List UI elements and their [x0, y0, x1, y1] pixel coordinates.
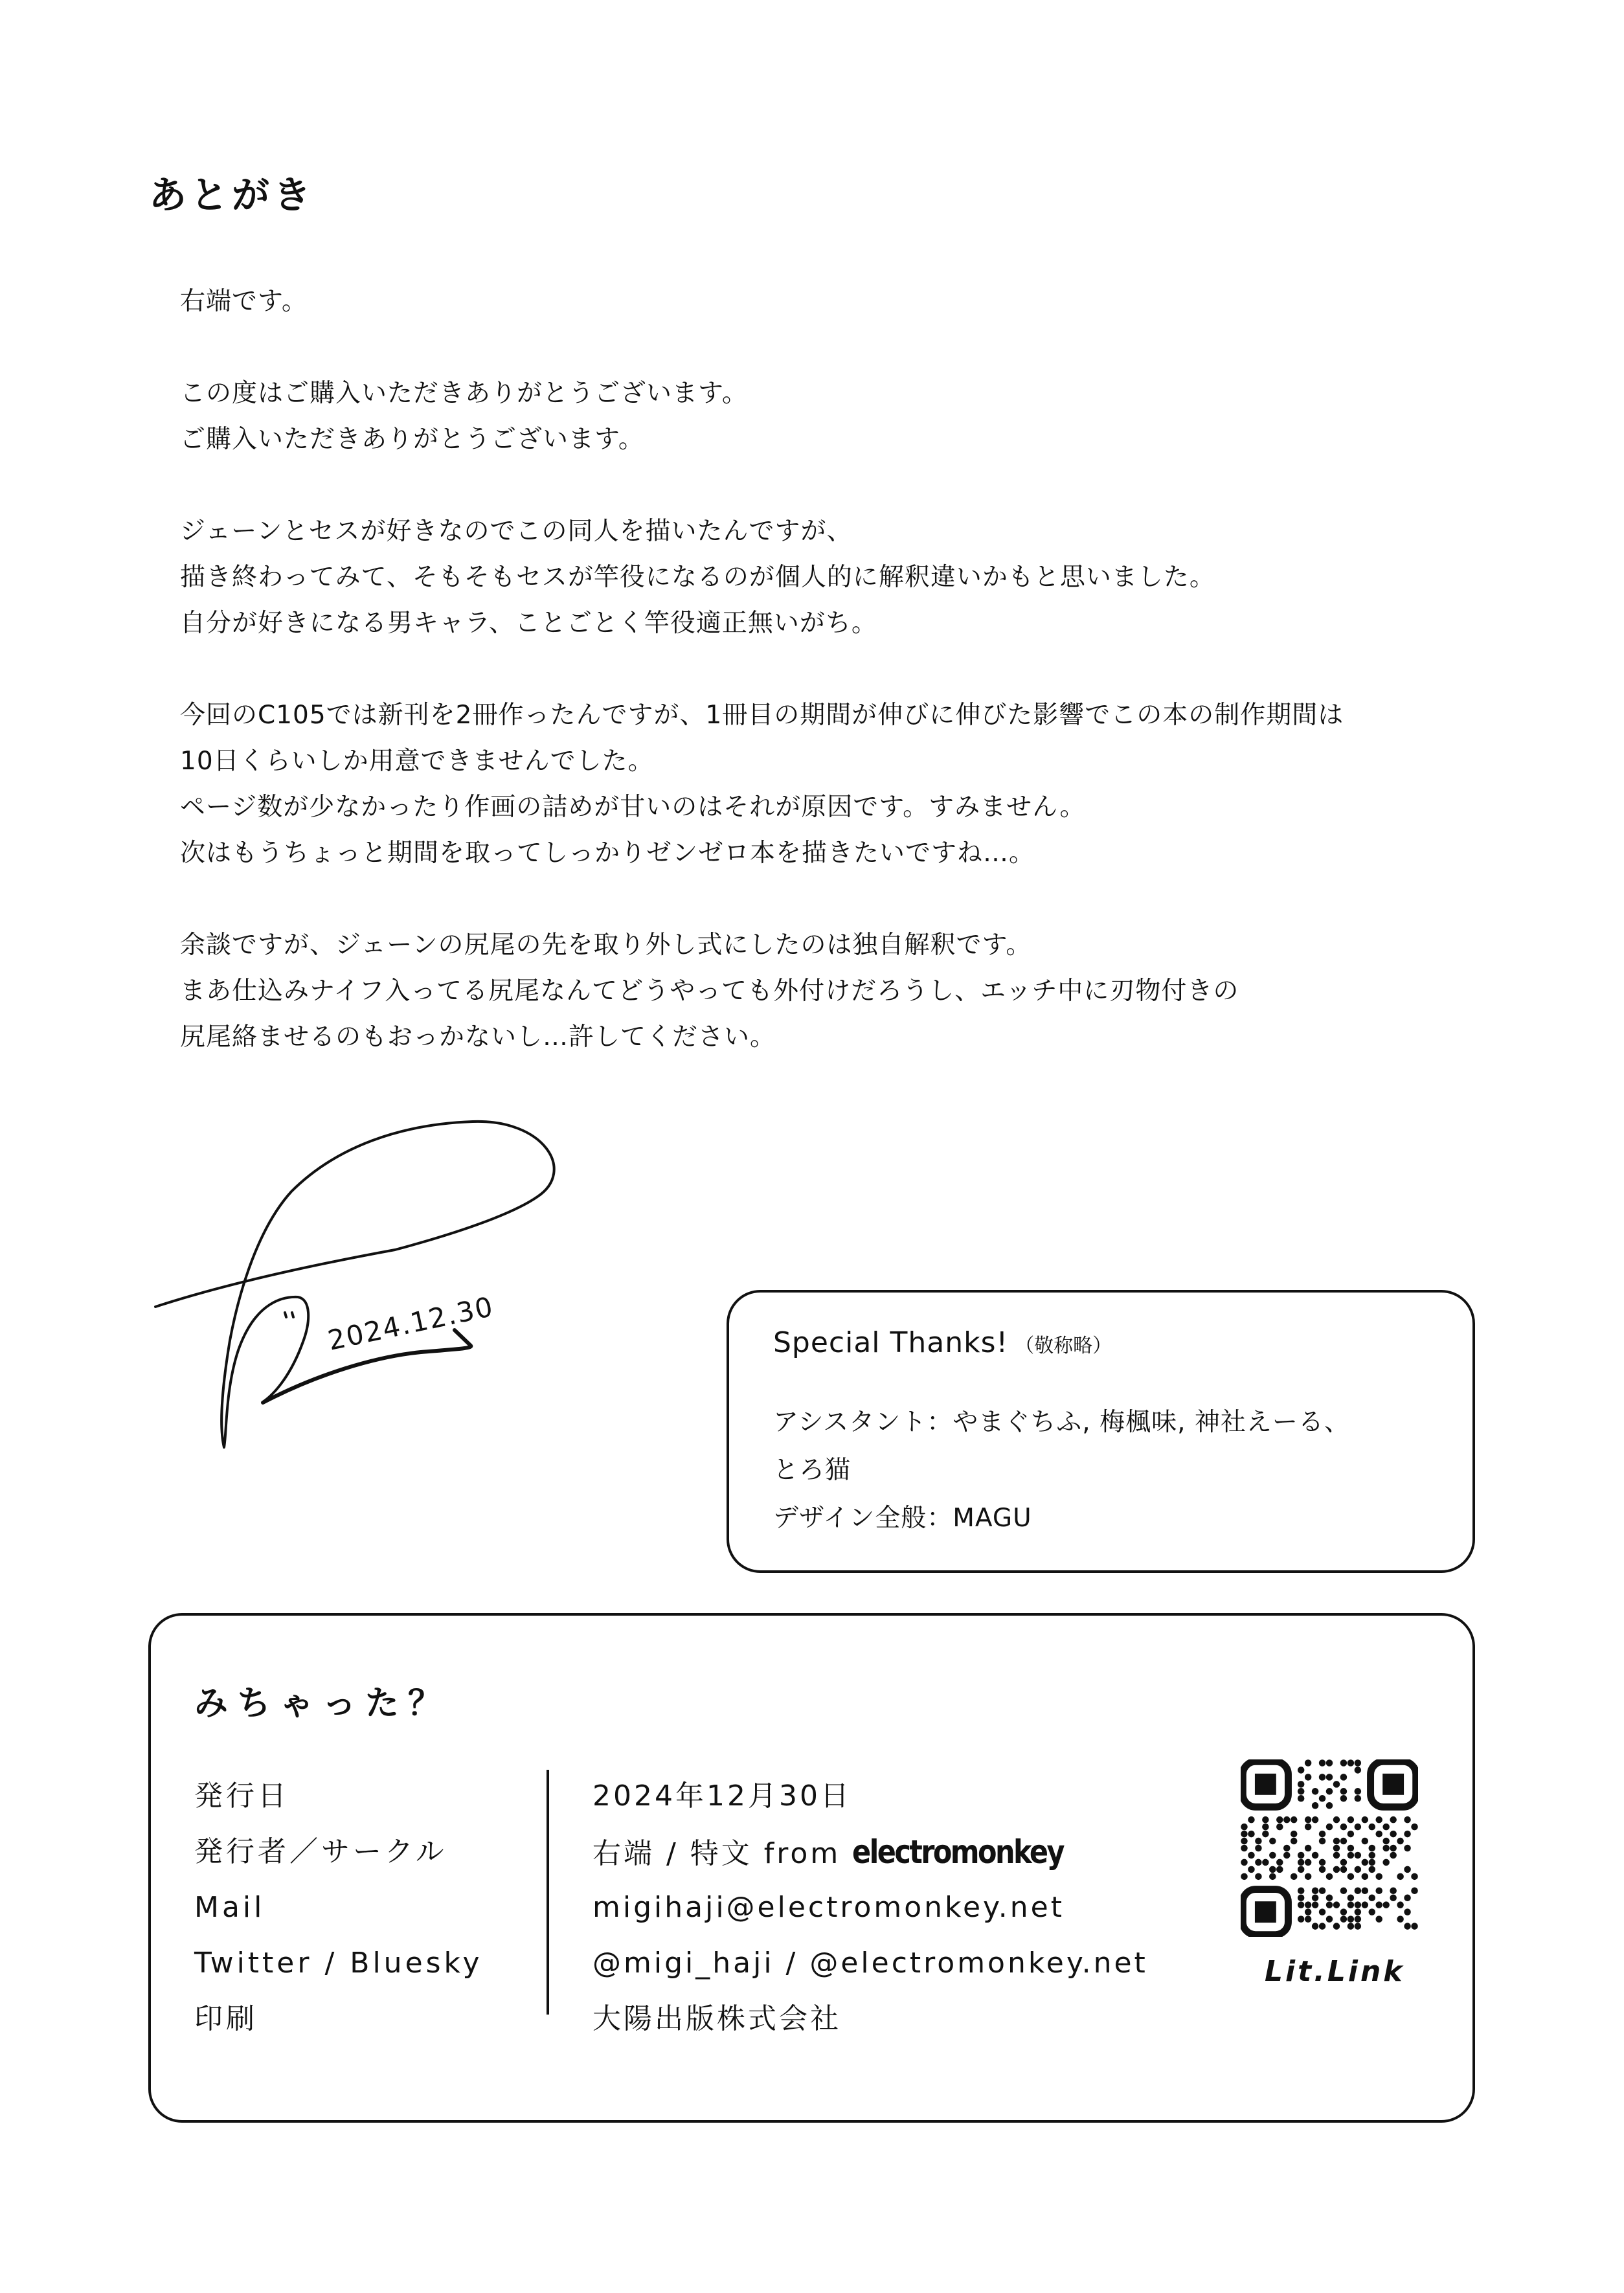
afterword-line: この度はご購入いただきありがとうございます。 — [180, 379, 748, 408]
afterword-blank-line — [180, 462, 1475, 508]
colophon-labels — [194, 1768, 483, 2047]
afterword-line: 余談ですが、ジェーンの尻尾の先を取り外し式にしたのは独自解釈です。 — [180, 931, 1032, 960]
special-thanks-box — [727, 1290, 1475, 1573]
electromonkey-logo: electromonkey — [852, 1833, 1064, 1871]
special-thanks-list — [773, 1399, 1350, 1542]
thanks-assistants: アシスタント：やまぐちふ, 梅楓味, 神社えーる、 — [773, 1408, 1350, 1437]
value-publisher-circle — [592, 1824, 1148, 1880]
afterword-line: 尻尾絡ませるのもおっかないし…許してください。 — [180, 1022, 776, 1052]
label-mail: Mail — [194, 1891, 265, 1924]
colophon-values — [592, 1768, 1148, 2047]
value-mail[interactable]: migihaji@electromonkey.net — [592, 1891, 1065, 1924]
label-social: Twitter / Bluesky — [194, 1947, 483, 1980]
afterword-line: ご購入いただきありがとうございます。 — [180, 425, 644, 454]
afterword-body — [180, 278, 1475, 1060]
label-publish-date: 発行日 — [194, 1779, 289, 1813]
afterword-line: 描き終わってみて、そもそもセスが竿役になるのが個人的に解釈違いかもと思いました。 — [180, 563, 1215, 592]
qr-code-icon[interactable] — [1241, 1759, 1418, 1937]
afterword-line: 次はもうちょっと期間を取ってしっかりゼンゼロ本を描きたいですね…。 — [180, 839, 1035, 868]
publisher-text: 右端 / 特文 from — [592, 1837, 853, 1870]
afterword-blank-line — [180, 646, 1475, 692]
afterword-blank-line — [180, 876, 1475, 922]
special-thanks-heading — [773, 1326, 1112, 1359]
honorifics-omitted-note: （敬称略） — [1015, 1335, 1112, 1357]
afterword-line: 右端です。 — [180, 287, 308, 316]
colophon-divider — [547, 1770, 549, 2015]
page-title: あとがき — [149, 173, 315, 217]
signature-eye-right — [292, 1313, 293, 1317]
thanks-assistants-cont: とろ猫 — [773, 1456, 851, 1485]
label-publisher-circle: 発行者／サークル — [194, 1835, 447, 1868]
special-thanks-title: Special Thanks! — [773, 1326, 1009, 1359]
signature-date: 2024.12.30 — [324, 1290, 497, 1357]
afterword-blank-line — [180, 324, 1475, 370]
value-publish-date: 2024年12月30日 — [592, 1779, 851, 1813]
signature-stroke — [155, 1122, 554, 1447]
value-printer: 大陽出版株式会社 — [592, 2002, 841, 2035]
signature-eye-left — [285, 1313, 286, 1317]
lit-link-label: Lit.Link — [1265, 1955, 1405, 1988]
afterword-line: 10日くらいしか用意できませんでした。 — [180, 747, 654, 776]
colophon-box — [148, 1613, 1475, 2123]
colophon-title: みちゃった？ — [194, 1684, 451, 1723]
afterword-line: ジェーンとセスが好きなのでこの同人を描いたんですが、 — [180, 517, 853, 546]
author-signature — [149, 1094, 699, 1470]
afterword-line: 今回のC105では新刊を2冊作ったんですが、1冊目の期間が伸びに伸びた影響でこの本の制作期間は — [180, 701, 1344, 730]
label-printer: 印刷 — [194, 2002, 258, 2035]
thanks-design: デザイン全般：MAGU — [773, 1504, 1032, 1533]
value-social[interactable]: @migi_haji / @electromonkey.net — [592, 1947, 1148, 1980]
afterword-line: 自分が好きになる男キャラ、ことごとく竿役適正無いがち。 — [180, 609, 877, 638]
afterword-line: まあ仕込みナイフ入ってる尻尾なんてどうやっても外付けだろうし、エッチ中に刃物付きの — [180, 977, 1239, 1006]
afterword-line: ページ数が少なかったり作画の詰めが甘いのはそれが原因です。すみません。 — [180, 793, 1086, 822]
